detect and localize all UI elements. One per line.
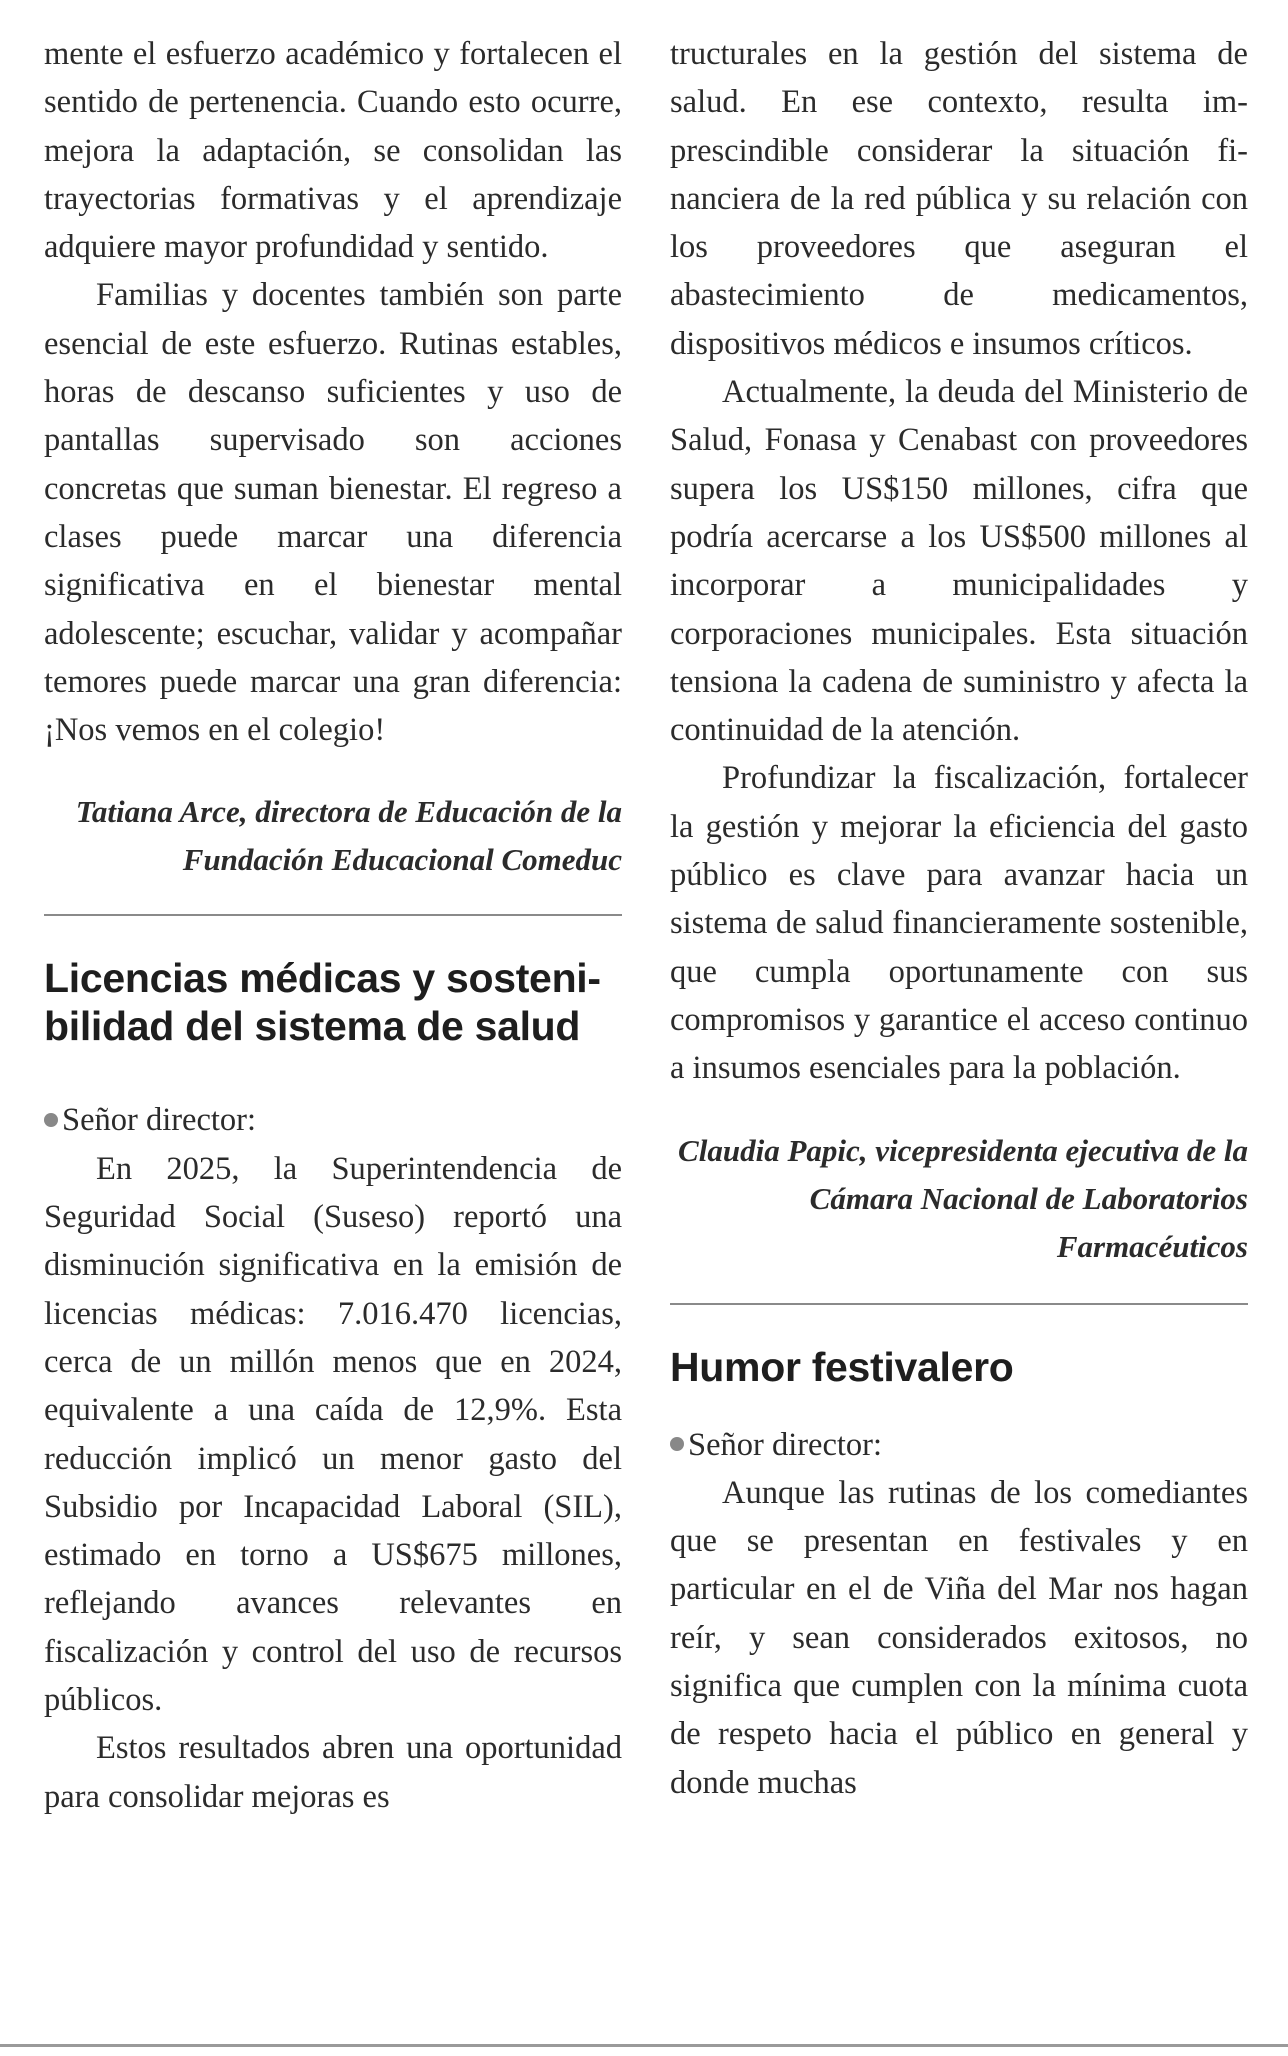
paragraph-suseso: En 2025, la Superintendencia de Seguridad Social (Suseso) reportó una disminución significativa en la emisión de licencias médicas: 7.016.470 licencias, cerca de un millón menos que en 2024, equivalente a una caída de 12,9%. Esta reducción implicó un menor gasto del Subsidio por Incapacidad Laboral (SIL), estimado en torno a US$675 millones, reflejando avances relevantes en fiscalización y control del uso de recursos públicos. (44, 1150, 622, 1719)
left-column (44, 30, 622, 1821)
signature-tatiana-arce: Tatiana Arce, directora de Educación de la Fundación Educacional Comeduc (75, 794, 622, 878)
page-bottom-rule (0, 2044, 1288, 2047)
signature-claudia-papic: Claudia Papic, vicepresidenta ejecutiva de la Cámara Nacional de Laboratorios Farmacéuticos (678, 1132, 1248, 1264)
paragraph-resultados-start: Estos resultados abren una oportunidad para consolidar mejoras es (44, 1730, 622, 1815)
paragraph-deuda: Actualmente, la deuda del Ministerio de Salud, Fonasa y Cenabast con proveedores supera los US$150 millones, cifra que podría acercarse a los US$500 millones al incorporar a municipalidades y corporaciones municipales. Esta situación tensiona la cadena de suministro y afecta la continuidad de la atención. (670, 374, 1248, 749)
headline-licencias: Licencias médicas y sostenibilidad del sistema de salud (44, 955, 602, 1050)
paragraph-comediantes: Aunque las rutinas de los comediantes que se presentan en festivales y en particular en el de Viña del Mar nos hagan reír, y sean considerados exitosos, no significa que cumplen con la mínima cuota de respeto hacia el público en general y donde muchas (670, 1474, 1248, 1801)
salutation-humor: Señor director: (670, 1421, 1248, 1469)
bullet-icon (44, 1113, 58, 1127)
continued-paragraph: mente el esfuerzo académico y fortalecen el sentido de pertenencia. Cuando esto ocurre, mejora la adaptación, se consolidan las trayectorias formativas y el aprendizaje adquiere mayor profundidad y sentido. (44, 36, 622, 266)
paragraph-familias: Familias y docentes también son parte esencial de este esfuerzo. Rutinas estables, horas de descanso suficientes y uso de pantallas supervisado son acciones concretas que suman bienestar. El regreso a clases puede marcar una diferencia significativa en el bienestar mental adolescente; escuchar, validar y acompañar temores puede marcar una gran diferencia: ¡Nos vemos en el colegio! (44, 277, 622, 749)
paragraph-resultados-continued: tructurales en la gestión del sistema de salud. En ese contexto, resulta imprescindible considerar la situación financiera de la red pública y su relación con los proveedores que aseguran el abastecimiento de medicamentos, dispositivos médicos e insumos críticos. (670, 36, 1248, 362)
bullet-icon (670, 1437, 684, 1451)
right-column (670, 30, 1248, 1807)
headline-humor: Humor festivalero (670, 1343, 1014, 1390)
paragraph-fiscalizacion: Profundizar la fiscalización, fortalecer la gestión y mejorar la eficiencia del gasto público es clave para avanzar hacia un sistema de salud financieramente sostenible, que cumpla oportunamente con sus compromisos y garantice el acceso continuo a insumos esenciales para la población. (670, 760, 1248, 1087)
salutation-licencias: Señor director: (44, 1096, 622, 1144)
